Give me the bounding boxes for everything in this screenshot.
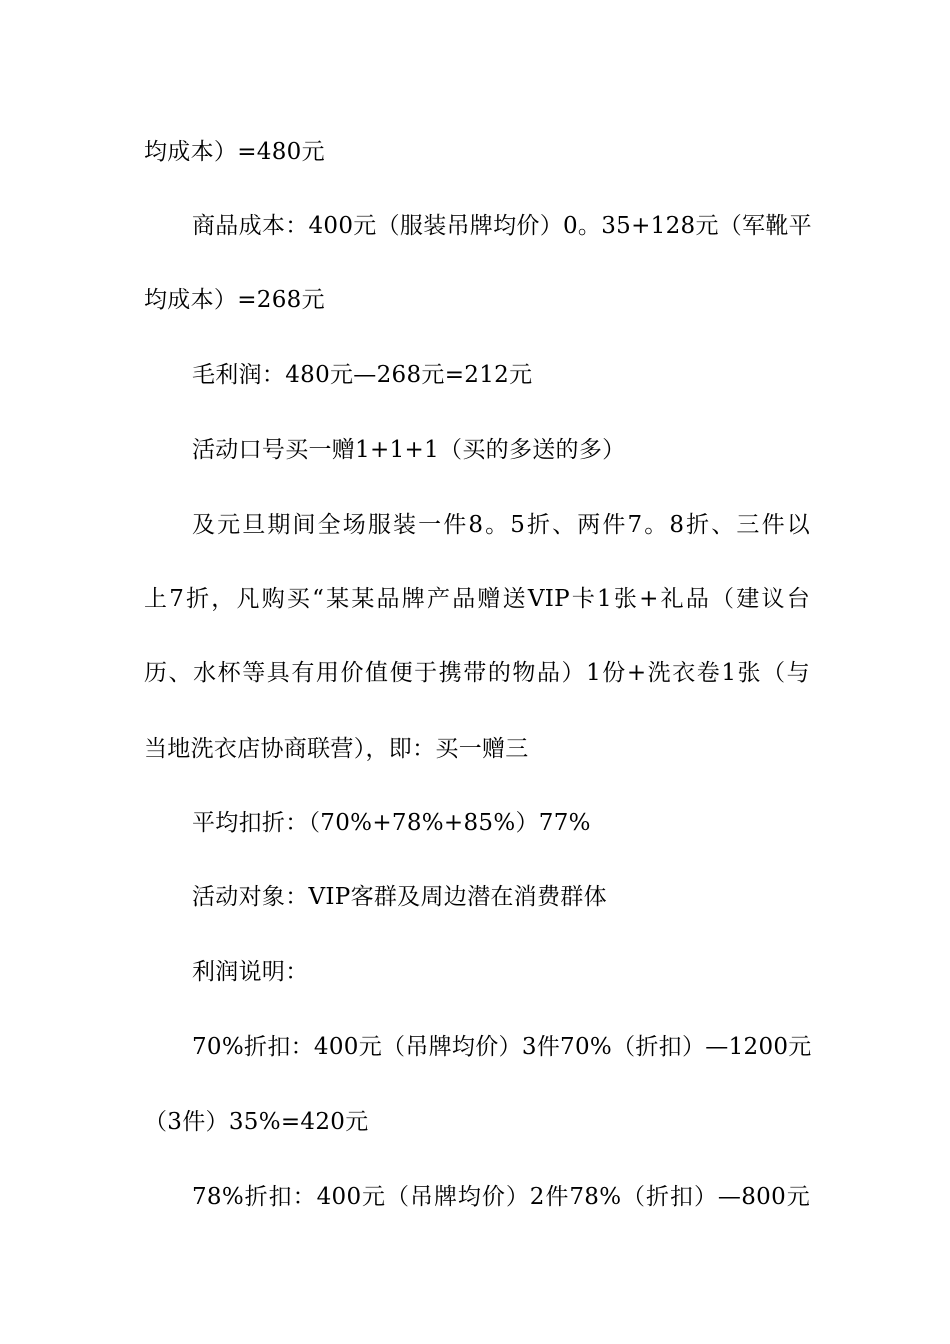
text-line: 活动对象：VIP客群及周边潜在消费群体 — [192, 884, 607, 910]
text-line: 70%折扣：400元（吊牌均价）3件70%（折扣）—1200元 — [192, 1034, 812, 1060]
text-line: 78%折扣：400元（吊牌均价）2件78%（折扣）—800元 — [192, 1184, 810, 1210]
text-line: 均成本）=268元 — [144, 287, 325, 313]
text-line: 历、水杯等具有用价值便于携带的物品）1份+洗衣卷1张（与 — [144, 660, 810, 686]
text-line: 平均扣折：（70%+78%+85%）77% — [192, 810, 591, 836]
text-line: 毛利润：480元—268元=212元 — [192, 362, 533, 388]
text-line: 商品成本：400元（服装吊牌均价）0。35+128元（军靴平 — [192, 213, 812, 239]
text-line: 均成本）=480元 — [144, 139, 325, 165]
text-line: 及元旦期间全场服装一件8。5折、两件7。8折、三件以 — [192, 512, 810, 538]
text-line: （3件）35%=420元 — [144, 1109, 369, 1135]
text-line: 活动口号买一赠1+1+1（买的多送的多） — [192, 437, 626, 463]
text-line: 当地洗衣店协商联营），即：买一赠三 — [144, 736, 529, 762]
text-line: 上7折，凡购买“某某品牌产品赠送VIP卡1张+礼品（建议台 — [144, 586, 810, 612]
text-line: 利润说明： — [192, 959, 309, 985]
